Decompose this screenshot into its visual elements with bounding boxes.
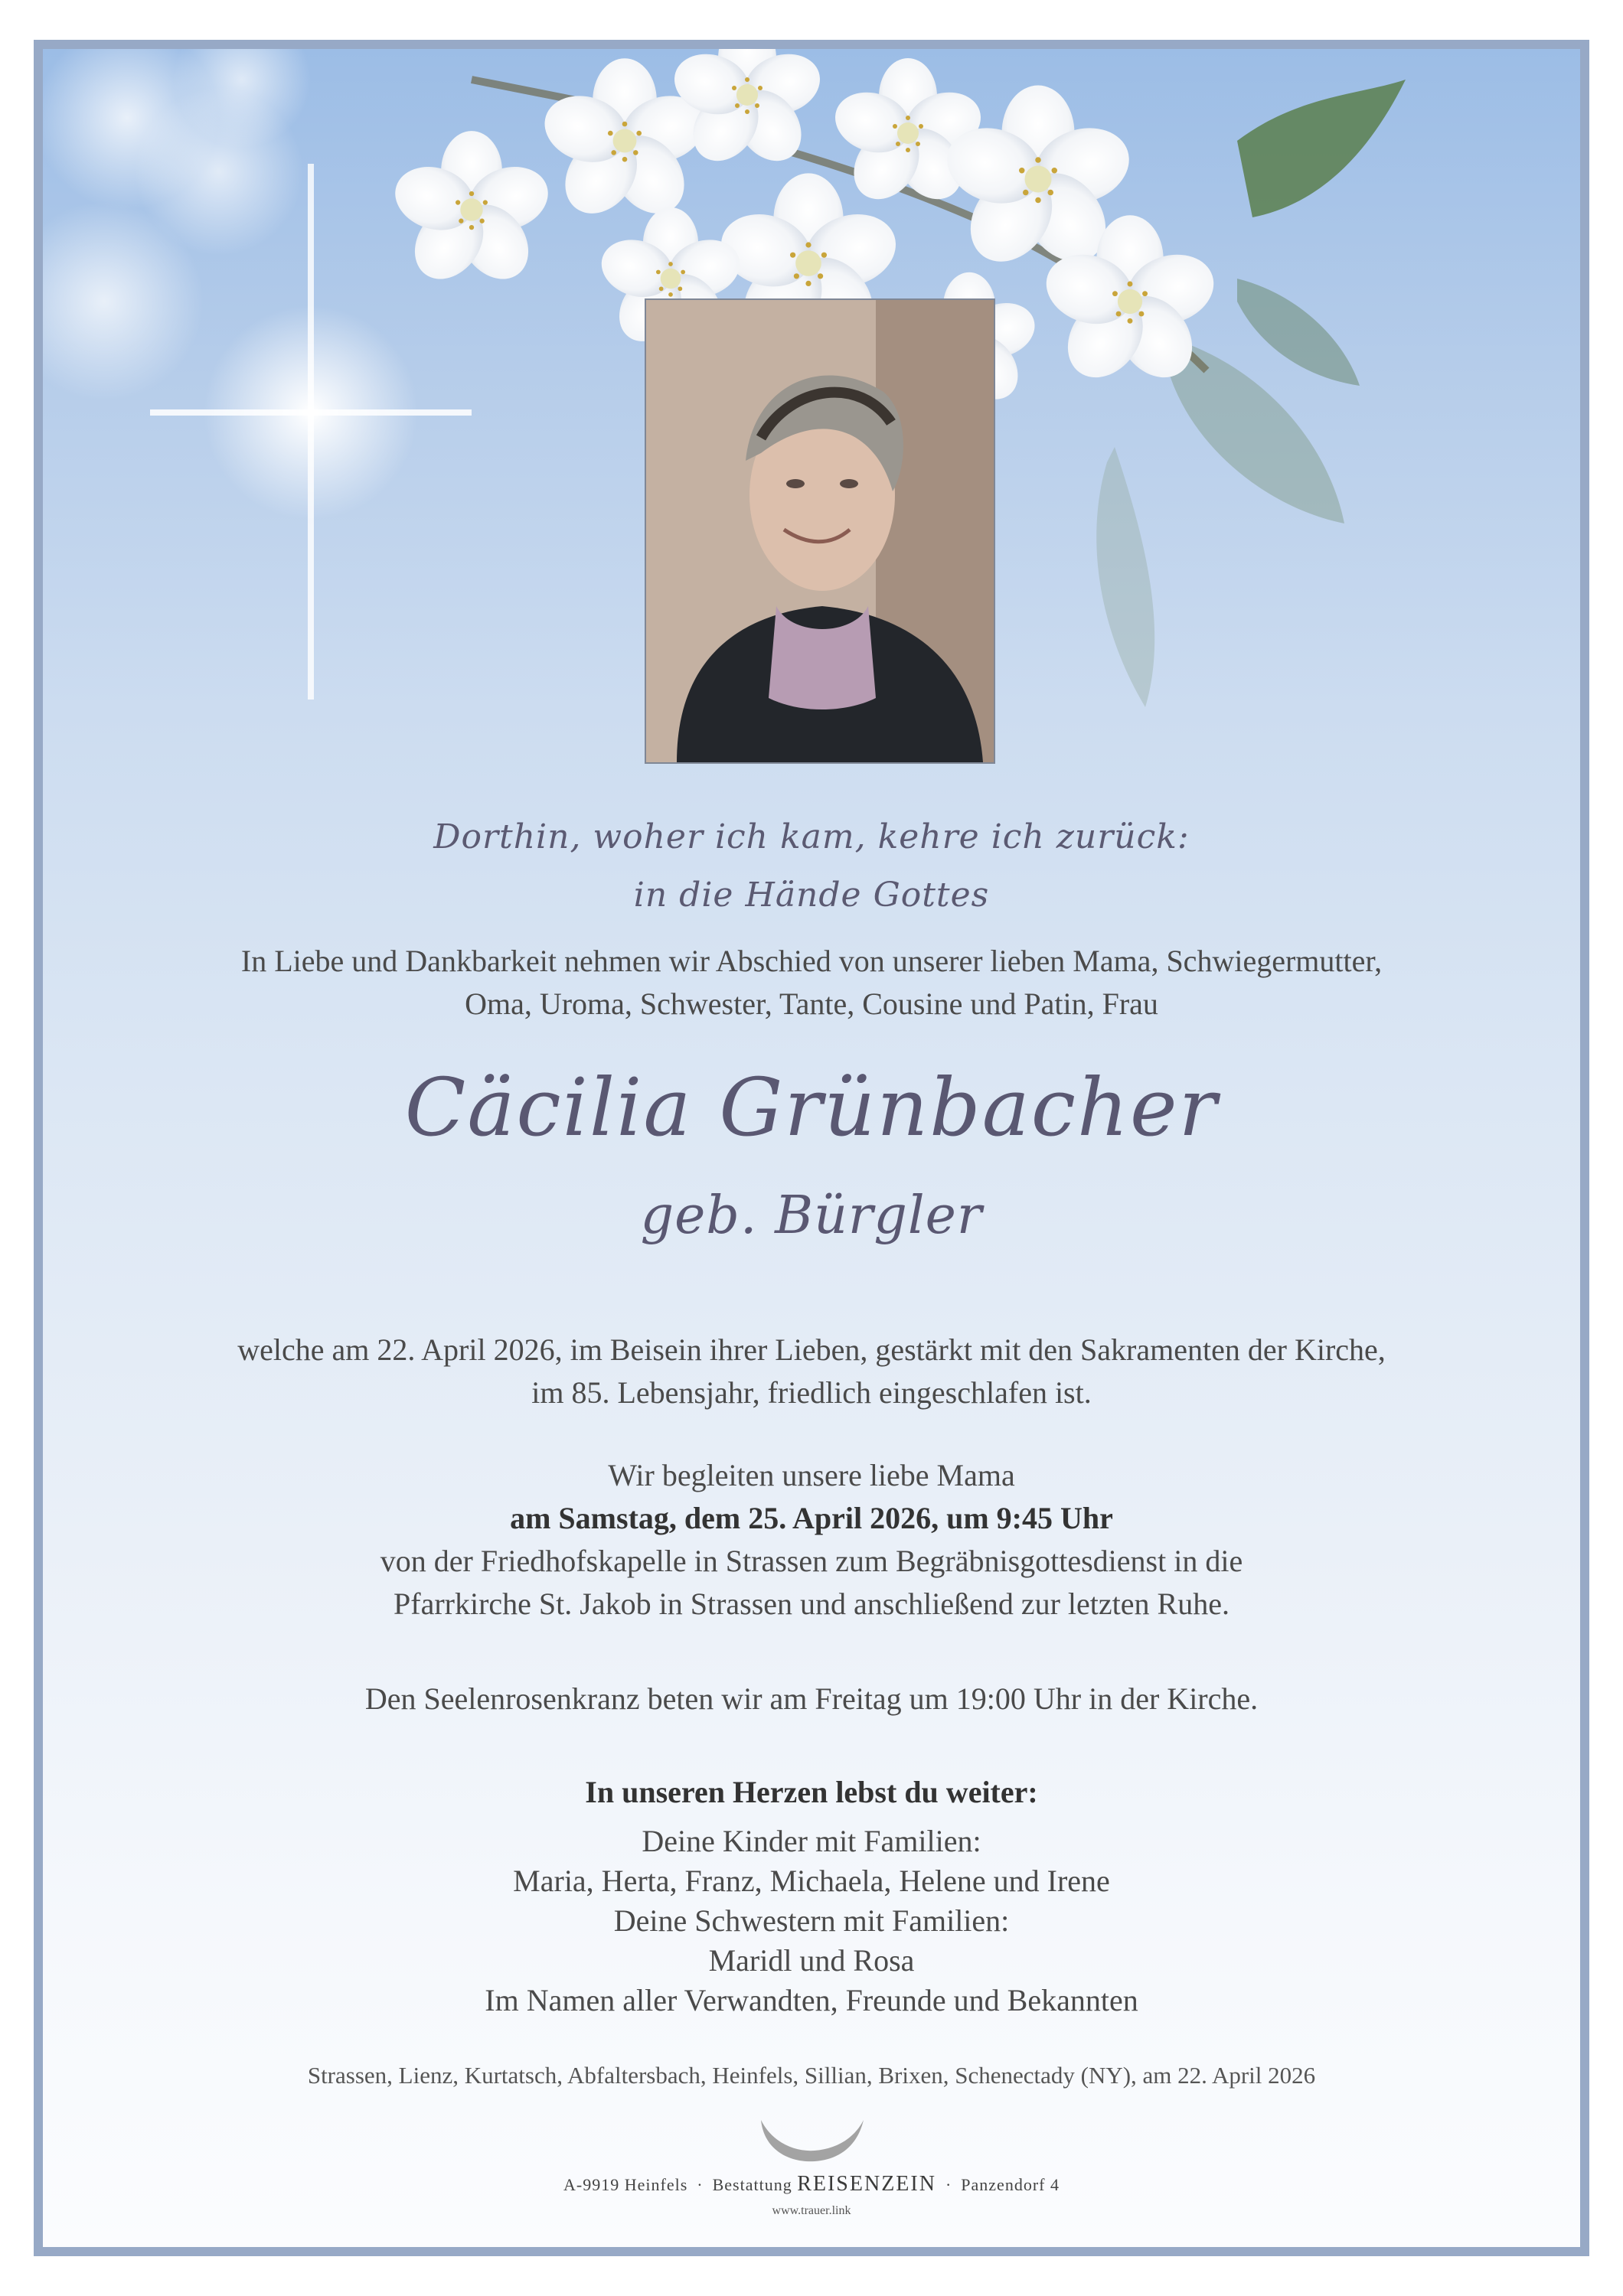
death-notice: [43, 1329, 1580, 1414]
mourners-title: In unseren Herzen lebst du weiter:: [585, 1775, 1038, 1809]
mourners-list: [43, 1821, 1580, 2020]
mourners-line: Maria, Herta, Franz, Michaela, Helene und Irene: [513, 1864, 1110, 1898]
mourners-line: Deine Schwestern mit Familien:: [613, 1903, 1010, 1938]
funeral-details: [43, 1454, 1580, 1626]
motto: [43, 808, 1580, 925]
funeral-line-1: Wir begleiten unsere liebe Mama: [608, 1458, 1015, 1492]
intro-text: [43, 940, 1580, 1026]
maiden-name: geb. Bürgler: [640, 1186, 983, 1246]
deceased-name: Cäcilia Grünbacher: [404, 1061, 1219, 1154]
funeral-home-brand: REISENZEIN: [797, 2172, 936, 2196]
footer-url[interactable]: www.trauer.link: [772, 2204, 851, 2217]
footer-address-left: A-9919 Heinfels: [563, 2175, 688, 2194]
intro-line-2: Oma, Uroma, Schwester, Tante, Cousine und Patin, Frau: [465, 987, 1158, 1021]
funeral-line-4: Pfarrkirche St. Jakob in Strassen und anschließend zur letzten Ruhe.: [394, 1587, 1229, 1621]
rosary-notice: Den Seelenrosenkranz beten wir am Freitag um 19:00 Uhr in der Kirche.: [364, 1681, 1259, 1716]
funeral-home-address: A-9919 Heinfels · Bestattung REISENZEIN · Panzendorf 4: [563, 2172, 1060, 2196]
funeral-home-logo-icon: [750, 2115, 873, 2169]
mourners-line: Deine Kinder mit Familien:: [642, 1824, 981, 1858]
places-and-date: Strassen, Lienz, Kurtatsch, Abfaltersbach, Heinfels, Sillian, Brixen, Schenectady (NY), am 22. April 2026: [307, 2062, 1316, 2089]
motto-line-2: in die Hände Gottes: [633, 876, 990, 915]
motto-line-1: Dorthin, woher ich kam, kehre ich zurück:: [433, 817, 1190, 856]
mourners-line: Im Namen aller Verwandten, Freunde und Bekannten: [485, 1983, 1138, 2017]
portrait-photo: [645, 298, 995, 764]
funeral-home-footer: [43, 2115, 1580, 2223]
intro-line-1: In Liebe und Dankbarkeit nehmen wir Abschied von unserer lieben Mama, Schwiegermutter,: [240, 944, 1383, 978]
death-notice-line-2: im 85. Lebensjahr, friedlich eingeschlafen ist.: [531, 1375, 1092, 1410]
footer-address-right: Panzendorf 4: [961, 2175, 1060, 2194]
death-notice-line-1: welche am 22. April 2026, im Beisein ihrer Lieben, gestärkt mit den Sakramenten der Kirche,: [237, 1332, 1386, 1367]
obituary-card: [34, 40, 1589, 2256]
footer-prefix: Bestattung: [712, 2175, 792, 2194]
funeral-line-3: von der Friedhofskapelle in Strassen zum Begräbnisgottesdienst in die: [380, 1544, 1243, 1578]
mourners-line: Maridl und Rosa: [708, 1943, 915, 1978]
funeral-date-time: am Samstag, dem 25. April 2026, um 9:45 Uhr: [510, 1501, 1113, 1535]
